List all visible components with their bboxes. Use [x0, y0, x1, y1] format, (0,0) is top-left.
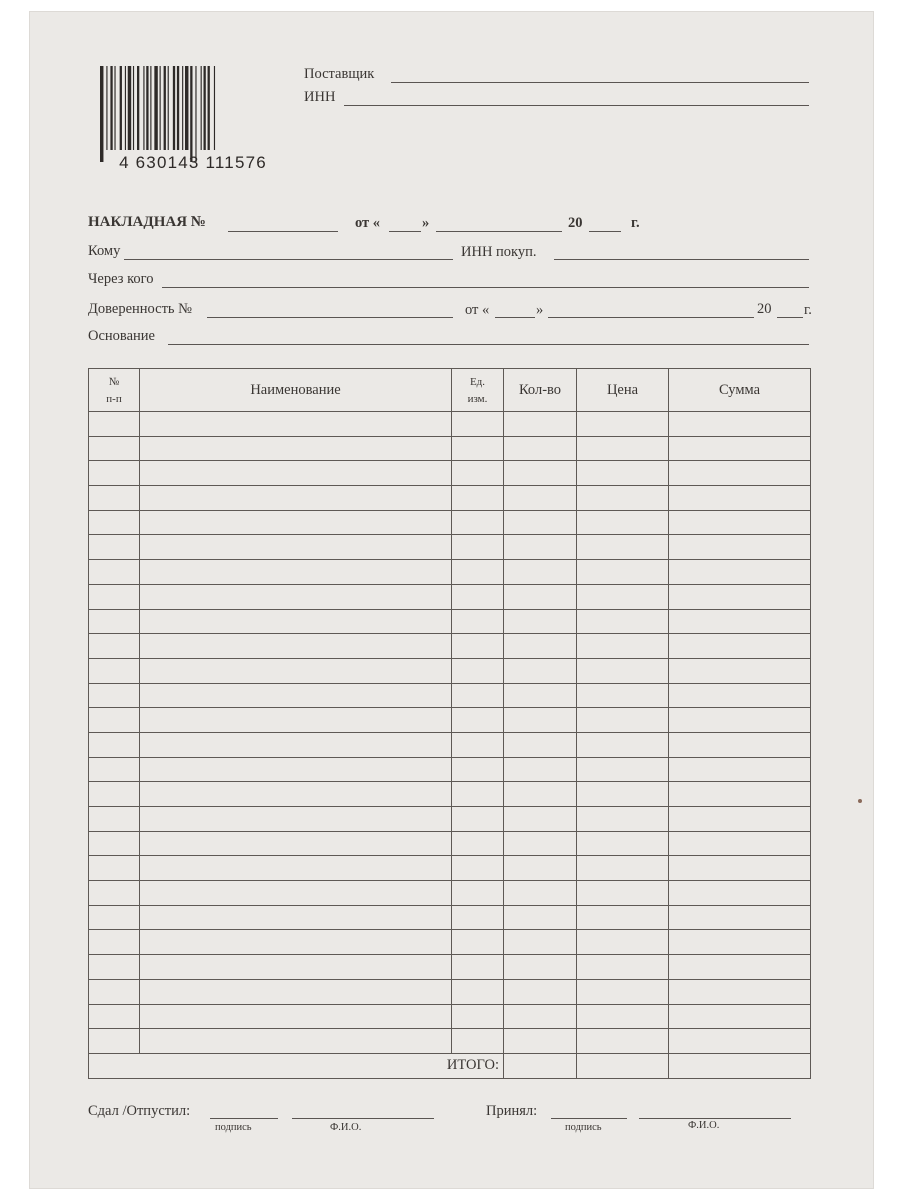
cell-name[interactable]: [140, 856, 452, 881]
cell-name[interactable]: [140, 535, 452, 560]
cell-number[interactable]: [89, 436, 140, 461]
cell-number[interactable]: [89, 1029, 140, 1054]
cell-unit[interactable]: [452, 881, 504, 906]
cell-name[interactable]: [140, 1004, 452, 1029]
cell-number[interactable]: [89, 831, 140, 856]
cell-sum[interactable]: [669, 807, 811, 832]
barcode-bar: [182, 66, 183, 150]
cell-unit[interactable]: [452, 683, 504, 708]
cell-qty[interactable]: [504, 658, 577, 683]
cell-unit[interactable]: [452, 856, 504, 881]
cell-qty[interactable]: [504, 831, 577, 856]
cell-sum[interactable]: [669, 979, 811, 1004]
proxy-number-line[interactable]: [207, 317, 453, 318]
barcode-bar: [160, 66, 161, 150]
cell-sum[interactable]: [669, 1004, 811, 1029]
cell-unit[interactable]: [452, 905, 504, 930]
cell-unit[interactable]: [452, 708, 504, 733]
table-row: [89, 584, 811, 609]
handed-name-line[interactable]: [292, 1118, 434, 1119]
cell-number[interactable]: [89, 979, 140, 1004]
handed-signature-line[interactable]: [210, 1118, 278, 1119]
barcode: [98, 66, 288, 170]
cell-unit[interactable]: [452, 1029, 504, 1054]
cell-unit[interactable]: [452, 510, 504, 535]
cell-unit[interactable]: [452, 609, 504, 634]
cell-number[interactable]: [89, 955, 140, 980]
cell-name[interactable]: [140, 881, 452, 906]
cell-number[interactable]: [89, 412, 140, 437]
cell-price[interactable]: [577, 1029, 669, 1054]
barcode-bar: [177, 66, 179, 150]
cell-number[interactable]: [89, 461, 140, 486]
cell-number[interactable]: [89, 881, 140, 906]
received-signature-caption: подпись: [565, 1122, 602, 1133]
barcode-bar: [164, 66, 166, 150]
cell-sum[interactable]: [669, 930, 811, 955]
cell-qty[interactable]: [504, 930, 577, 955]
barcode-bar: [106, 66, 107, 150]
cell-sum[interactable]: [669, 412, 811, 437]
cell-name[interactable]: [140, 609, 452, 634]
cell-sum[interactable]: [669, 708, 811, 733]
table-row: [89, 658, 811, 683]
supplier-line[interactable]: [391, 82, 809, 83]
cell-price[interactable]: [577, 807, 669, 832]
cell-name[interactable]: [140, 461, 452, 486]
cell-name[interactable]: [140, 708, 452, 733]
cell-unit[interactable]: [452, 979, 504, 1004]
cell-price[interactable]: [577, 584, 669, 609]
cell-unit[interactable]: [452, 955, 504, 980]
cell-name[interactable]: [140, 634, 452, 659]
cell-sum[interactable]: [669, 856, 811, 881]
cell-price[interactable]: [577, 708, 669, 733]
table-row: [89, 486, 811, 511]
cell-number[interactable]: [89, 658, 140, 683]
table-row: [89, 831, 811, 856]
cell-qty[interactable]: [504, 955, 577, 980]
cell-qty[interactable]: [504, 535, 577, 560]
invoice-day-line[interactable]: [389, 231, 421, 232]
barcode-bar: [143, 66, 144, 150]
cell-name[interactable]: [140, 905, 452, 930]
col-header-sum: Сумма: [669, 369, 811, 412]
cell-unit[interactable]: [452, 930, 504, 955]
cell-qty[interactable]: [504, 1004, 577, 1029]
barcode-bar: [110, 66, 112, 150]
table-row: [89, 881, 811, 906]
cell-qty[interactable]: [504, 757, 577, 782]
cell-price[interactable]: [577, 881, 669, 906]
cell-number[interactable]: [89, 708, 140, 733]
cell-unit[interactable]: [452, 412, 504, 437]
cell-unit[interactable]: [452, 436, 504, 461]
supplier-inn-line[interactable]: [344, 105, 809, 106]
cell-sum[interactable]: [669, 510, 811, 535]
proxy-year-line[interactable]: [777, 317, 803, 318]
cell-sum[interactable]: [669, 683, 811, 708]
cell-unit[interactable]: [452, 560, 504, 585]
col-unit-line2: изм.: [467, 393, 488, 405]
total-row: [89, 1053, 811, 1078]
proxy-month-line[interactable]: [548, 317, 754, 318]
cell-price[interactable]: [577, 757, 669, 782]
cell-number[interactable]: [89, 807, 140, 832]
cell-unit[interactable]: [452, 658, 504, 683]
table-row: [89, 1029, 811, 1054]
barcode-bar: [120, 66, 122, 150]
col-number-line2: п-п: [106, 393, 122, 405]
col-header-name: Наименование: [140, 369, 452, 412]
cell-price[interactable]: [577, 955, 669, 980]
cell-name[interactable]: [140, 955, 452, 980]
barcode-number: 4 630143 111576: [119, 153, 267, 170]
handed-name-caption: Ф.И.О.: [330, 1122, 362, 1133]
cell-number[interactable]: [89, 510, 140, 535]
proxy-quote-close: »: [536, 302, 544, 318]
table-row: [89, 436, 811, 461]
table-row: [89, 782, 811, 807]
table-row: [89, 905, 811, 930]
cell-sum[interactable]: [669, 955, 811, 980]
barcode-bar: [150, 66, 151, 150]
cell-price[interactable]: [577, 831, 669, 856]
barcode-bar: [168, 66, 169, 150]
cell-price[interactable]: [577, 412, 669, 437]
invoice-year-prefix: 20: [568, 215, 583, 231]
cell-price[interactable]: [577, 634, 669, 659]
cell-name[interactable]: [140, 979, 452, 1004]
cell-price[interactable]: [577, 683, 669, 708]
cell-qty[interactable]: [504, 881, 577, 906]
basis-line[interactable]: [168, 344, 809, 345]
cell-price[interactable]: [577, 732, 669, 757]
cell-name[interactable]: [140, 732, 452, 757]
cell-name[interactable]: [140, 782, 452, 807]
table-row: [89, 807, 811, 832]
invoice-quote-close: »: [422, 215, 430, 231]
proxy-label: Доверенность №: [88, 301, 192, 317]
cell-qty[interactable]: [504, 609, 577, 634]
barcode-bar: [201, 66, 202, 150]
cell-qty[interactable]: [504, 979, 577, 1004]
cell-name[interactable]: [140, 436, 452, 461]
cell-number[interactable]: [89, 856, 140, 881]
invoice-month-line[interactable]: [436, 231, 562, 232]
table-row: [89, 412, 811, 437]
buyer-inn-line[interactable]: [554, 259, 809, 260]
cell-qty[interactable]: [504, 807, 577, 832]
cell-qty[interactable]: [504, 412, 577, 437]
cell-price[interactable]: [577, 979, 669, 1004]
cell-name[interactable]: [140, 486, 452, 511]
cell-sum[interactable]: [669, 831, 811, 856]
cell-qty[interactable]: [504, 634, 577, 659]
table-row: [89, 683, 811, 708]
received-name-line[interactable]: [639, 1118, 791, 1119]
cell-sum[interactable]: [669, 881, 811, 906]
col-header-unit: [452, 369, 504, 412]
col-unit-line1: Ед.: [469, 376, 486, 389]
to-label: Кому: [88, 243, 121, 259]
table-row: [89, 708, 811, 733]
cell-name[interactable]: [140, 1029, 452, 1054]
table-row: [89, 930, 811, 955]
cell-number[interactable]: [89, 930, 140, 955]
barcode-bar: [190, 66, 192, 162]
cell-price[interactable]: [577, 461, 669, 486]
table-row: [89, 634, 811, 659]
cell-name[interactable]: [140, 584, 452, 609]
cell-unit[interactable]: [452, 634, 504, 659]
cell-number[interactable]: [89, 732, 140, 757]
cell-qty[interactable]: [504, 683, 577, 708]
invoice-year-line[interactable]: [589, 231, 621, 232]
cell-qty[interactable]: [504, 732, 577, 757]
cell-qty[interactable]: [504, 856, 577, 881]
cell-qty[interactable]: [504, 510, 577, 535]
col-number-line1: №: [108, 376, 120, 389]
barcode-bar: [100, 66, 103, 162]
cell-name[interactable]: [140, 510, 452, 535]
cell-name[interactable]: [140, 412, 452, 437]
table-row: [89, 560, 811, 585]
cell-qty[interactable]: [504, 782, 577, 807]
barcode-bar: [146, 66, 148, 150]
table-row: [89, 461, 811, 486]
cell-name[interactable]: [140, 930, 452, 955]
cell-sum[interactable]: [669, 609, 811, 634]
via-label: Через кого: [88, 271, 154, 287]
cell-sum[interactable]: [669, 436, 811, 461]
cell-qty[interactable]: [504, 486, 577, 511]
cell-qty[interactable]: [504, 708, 577, 733]
cell-price[interactable]: [577, 782, 669, 807]
cell-number[interactable]: [89, 584, 140, 609]
cell-sum[interactable]: [669, 461, 811, 486]
cell-number[interactable]: [89, 1004, 140, 1029]
cell-number[interactable]: [89, 782, 140, 807]
table-row: [89, 732, 811, 757]
cell-price[interactable]: [577, 658, 669, 683]
invoice-title: НАКЛАДНАЯ №: [88, 214, 206, 230]
buyer-inn-label: ИНН покуп.: [461, 244, 537, 260]
handed-label: Сдал /Отпустил:: [88, 1103, 191, 1119]
received-name-caption: Ф.И.О.: [688, 1120, 720, 1131]
cell-name[interactable]: [140, 560, 452, 585]
cell-unit[interactable]: [452, 782, 504, 807]
cell-qty[interactable]: [504, 1029, 577, 1054]
barcode-bar: [125, 66, 126, 150]
cell-number[interactable]: [89, 905, 140, 930]
table-row: [89, 856, 811, 881]
paper-speck: [858, 799, 862, 803]
cell-qty[interactable]: [504, 436, 577, 461]
col-header-price: Цена: [577, 369, 669, 412]
cell-price[interactable]: [577, 856, 669, 881]
barcode-bar: [208, 66, 210, 150]
cell-unit[interactable]: [452, 732, 504, 757]
cell-number[interactable]: [89, 757, 140, 782]
cell-sum[interactable]: [669, 560, 811, 585]
supplier-label: Поставщик: [304, 66, 375, 82]
invoice-date-from: от «: [355, 215, 381, 231]
cell-unit[interactable]: [452, 831, 504, 856]
barcode-bar: [133, 66, 134, 150]
cell-name[interactable]: [140, 683, 452, 708]
barcode-bar: [185, 66, 188, 150]
cell-price[interactable]: [577, 560, 669, 585]
barcode-bar: [195, 66, 196, 162]
cell-sum[interactable]: [669, 584, 811, 609]
cell-name[interactable]: [140, 757, 452, 782]
invoice-year-suffix: г.: [631, 215, 640, 231]
col-header-qty: Кол-во: [504, 369, 577, 412]
received-label: Принял:: [486, 1103, 538, 1119]
table-row: [89, 535, 811, 560]
barcode-bar: [128, 66, 131, 150]
cell-price[interactable]: [577, 535, 669, 560]
cell-sum[interactable]: [669, 1029, 811, 1054]
cell-price[interactable]: [577, 436, 669, 461]
via-line[interactable]: [162, 287, 809, 288]
cell-unit[interactable]: [452, 535, 504, 560]
invoice-number-line[interactable]: [228, 231, 338, 232]
total-qty-cell[interactable]: [504, 1053, 577, 1078]
cell-sum[interactable]: [669, 634, 811, 659]
barcode-bar: [114, 66, 115, 150]
cell-qty[interactable]: [504, 461, 577, 486]
proxy-year-suffix: г.: [804, 302, 812, 318]
cell-unit[interactable]: [452, 757, 504, 782]
cell-number[interactable]: [89, 634, 140, 659]
cell-sum[interactable]: [669, 782, 811, 807]
cell-qty[interactable]: [504, 560, 577, 585]
cell-price[interactable]: [577, 510, 669, 535]
barcode-bar: [214, 66, 215, 150]
to-line[interactable]: [124, 259, 453, 260]
cell-number[interactable]: [89, 486, 140, 511]
proxy-year-prefix: 20: [757, 301, 772, 317]
items-table: [88, 368, 811, 1079]
cell-unit[interactable]: [452, 1004, 504, 1029]
col-header-number: [89, 369, 140, 412]
cell-sum[interactable]: [669, 486, 811, 511]
cell-number[interactable]: [89, 560, 140, 585]
table-header-row: [89, 369, 811, 412]
barcode-bar: [173, 66, 175, 150]
cell-price[interactable]: [577, 486, 669, 511]
table-row: [89, 757, 811, 782]
cell-number[interactable]: [89, 535, 140, 560]
cell-price[interactable]: [577, 609, 669, 634]
received-signature-line[interactable]: [551, 1118, 627, 1119]
cell-unit[interactable]: [452, 461, 504, 486]
total-label: ИТОГО:: [89, 1053, 504, 1078]
cell-sum[interactable]: [669, 757, 811, 782]
cell-number[interactable]: [89, 683, 140, 708]
handed-signature-caption: подпись: [215, 1122, 252, 1133]
cell-qty[interactable]: [504, 905, 577, 930]
table-row: [89, 955, 811, 980]
cell-sum[interactable]: [669, 658, 811, 683]
basis-label: Основание: [88, 328, 155, 344]
table-row: [89, 609, 811, 634]
cell-name[interactable]: [140, 807, 452, 832]
barcode-bar: [137, 66, 139, 150]
cell-name[interactable]: [140, 658, 452, 683]
supplier-inn-label: ИНН: [304, 89, 336, 105]
total-sum-cell[interactable]: [669, 1053, 811, 1078]
cell-price[interactable]: [577, 905, 669, 930]
cell-price[interactable]: [577, 930, 669, 955]
barcode-bar: [204, 66, 206, 150]
proxy-day-line[interactable]: [495, 317, 535, 318]
table-row: [89, 510, 811, 535]
cell-qty[interactable]: [504, 584, 577, 609]
cell-unit[interactable]: [452, 584, 504, 609]
cell-sum[interactable]: [669, 535, 811, 560]
cell-name[interactable]: [140, 831, 452, 856]
cell-unit[interactable]: [452, 486, 504, 511]
cell-sum[interactable]: [669, 732, 811, 757]
barcode-bar: [154, 66, 157, 150]
cell-sum[interactable]: [669, 905, 811, 930]
cell-unit[interactable]: [452, 807, 504, 832]
cell-number[interactable]: [89, 609, 140, 634]
total-price-cell[interactable]: [577, 1053, 669, 1078]
table-row: [89, 979, 811, 1004]
cell-price[interactable]: [577, 1004, 669, 1029]
proxy-from: от «: [465, 302, 490, 318]
table-row: [89, 1004, 811, 1029]
